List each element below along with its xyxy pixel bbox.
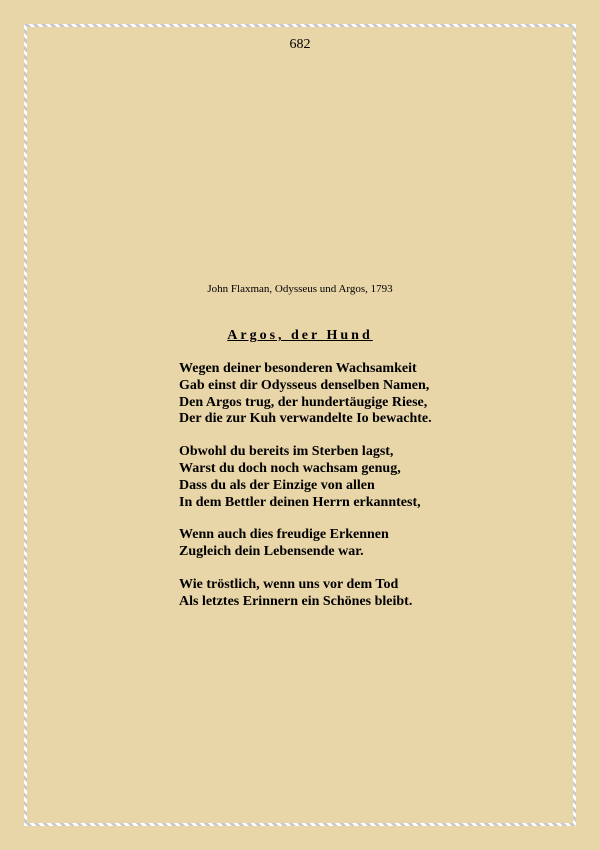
- poem-body: [179, 361, 579, 627]
- poem-line: Obwohl du bereits im Sterben lagst,: [179, 444, 394, 460]
- poem-line: Dass du als der Einzige von allen: [179, 477, 375, 493]
- poem-line: Warst du doch noch wachsam genug,: [179, 460, 401, 476]
- poem-line: Wegen deiner besonderen Wachsamkeit: [179, 361, 417, 376]
- poem-line: Der die zur Kuh verwandelte Io bewachte.: [179, 411, 432, 427]
- image-caption: John Flaxman, Odysseus und Argos, 1793: [207, 283, 393, 295]
- poem-title: Argos, der Hund: [227, 328, 373, 343]
- poem-stanza: [179, 361, 579, 428]
- poem-stanza: [179, 577, 579, 611]
- poem-line: Zugleich dein Lebensende war.: [179, 544, 364, 560]
- page-number: 682: [289, 37, 311, 52]
- poem-line: Den Argos trug, der hundertäugige Riese,: [179, 394, 428, 410]
- poem-line: Gab einst dir Odysseus denselben Namen,: [179, 377, 430, 393]
- poem-line: In dem Bettler deinen Herrn erkanntest,: [179, 494, 421, 510]
- poem-line: Wie tröstlich, wenn uns vor dem Tod: [179, 576, 399, 592]
- poem-stanza: [179, 527, 579, 561]
- poem-stanza: [179, 444, 579, 511]
- poem-line: Als letztes Erinnern ein Schönes bleibt.: [179, 593, 413, 609]
- poem-line: Wenn auch dies freudige Erkennen: [179, 527, 389, 543]
